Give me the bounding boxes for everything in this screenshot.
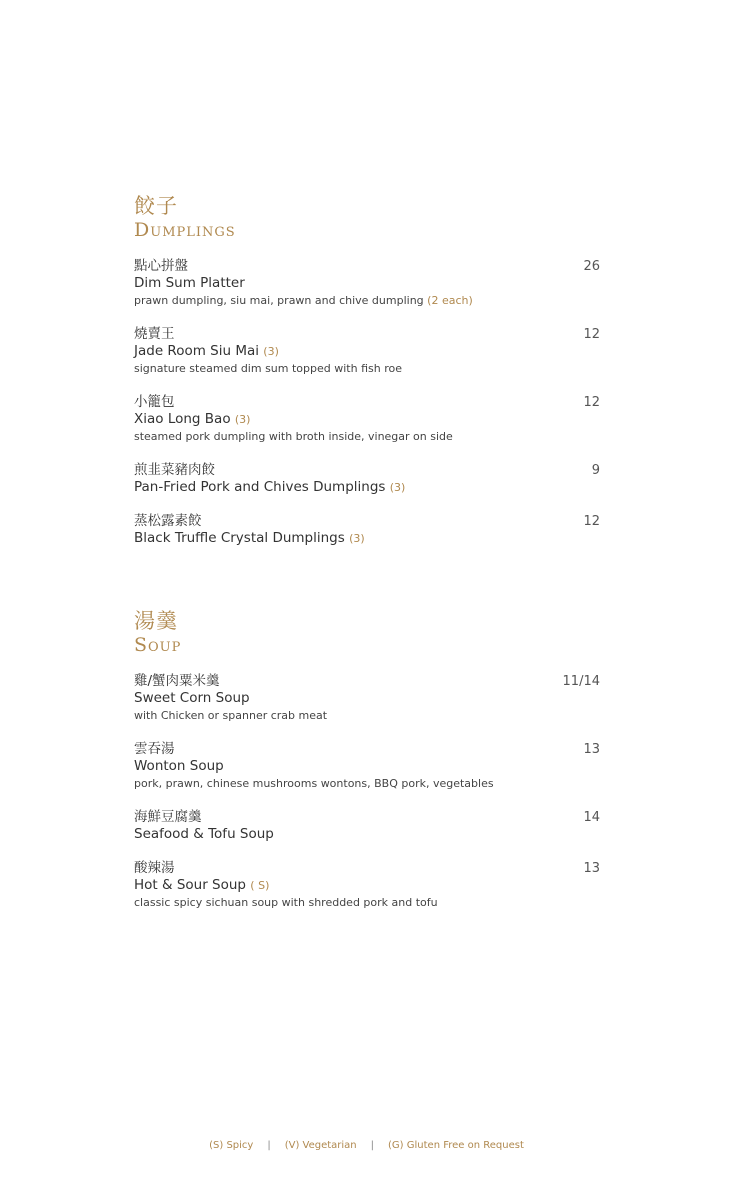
item-description: [134, 292, 530, 309]
item-count: ( S): [250, 879, 270, 892]
menu-item: [134, 462, 600, 496]
item-name-en-text: Dim Sum Platter: [134, 275, 245, 291]
item-price: 14: [583, 810, 600, 825]
menu-items: [134, 673, 600, 911]
item-description-note: (2 each): [427, 294, 473, 307]
menu-item: [134, 513, 600, 547]
menu-item: [134, 394, 600, 445]
section-title-en: Soup: [134, 634, 182, 656]
item-price: 12: [583, 395, 600, 410]
item-count: (3): [234, 413, 251, 426]
menu-item: [134, 258, 600, 309]
menu-item: [134, 860, 600, 911]
item-name-en-text: Sweet Corn Soup: [134, 690, 250, 706]
legend-spicy: (S) Spicy: [209, 1140, 254, 1151]
legend-vegetarian: (V) Vegetarian: [284, 1140, 357, 1151]
item-price: 11/14: [562, 674, 600, 689]
menu-item: [134, 809, 600, 843]
item-price: 12: [583, 514, 600, 529]
item-description-text: prawn dumpling, siu mai, prawn and chive dumpling: [134, 294, 424, 307]
dietary-legend: [0, 1140, 733, 1151]
item-name-en-text: Black Truffle Crystal Dumplings: [134, 530, 345, 546]
item-name-en-text: Hot & Sour Soup: [134, 877, 246, 893]
section-dumplings: [134, 194, 600, 564]
item-name-en-text: Seafood & Tofu Soup: [134, 826, 274, 842]
item-name-en: [134, 826, 530, 843]
item-name-zh: 點心拼盤: [134, 258, 188, 274]
item-price: 12: [583, 327, 600, 342]
section-title-en: Dumplings: [134, 219, 236, 241]
item-count: (3): [389, 481, 406, 494]
legend-separator: |: [267, 1140, 271, 1151]
item-price: 26: [583, 259, 600, 274]
item-name-en: [134, 530, 530, 547]
item-count: (3): [349, 532, 365, 545]
item-name-zh: 煎韭菜豬肉餃: [134, 462, 215, 478]
item-name-en: [134, 343, 530, 360]
item-name-en-text: Xiao Long Bao: [134, 411, 231, 427]
item-name-en: [134, 479, 530, 496]
item-description: steamed pork dumpling with broth inside, vinegar on side: [134, 430, 453, 443]
menu-item: [134, 741, 600, 792]
section-title-zh: 餃子: [134, 194, 178, 218]
item-name-zh: 海鮮豆腐羹: [134, 809, 202, 825]
legend-separator: |: [370, 1140, 375, 1151]
item-name-zh: 小籠包: [134, 394, 175, 410]
item-price: 13: [583, 742, 600, 757]
item-name-en: [134, 877, 530, 894]
item-name-zh: 蒸松露素餃: [134, 513, 202, 529]
item-name-en: [134, 690, 530, 707]
item-name-en-text: Jade Room Siu Mai: [134, 343, 259, 359]
item-name-en-text: Pan-Fried Pork and Chives Dumplings: [134, 479, 386, 495]
item-price: 9: [591, 463, 600, 478]
item-price: 13: [583, 861, 600, 876]
item-description: signature steamed dim sum topped with fish roe: [134, 362, 402, 375]
item-name-en: [134, 758, 530, 775]
item-description: with Chicken or spanner crab meat: [134, 709, 328, 722]
item-name-en-text: Wonton Soup: [134, 758, 224, 774]
item-name-en: [134, 411, 530, 428]
item-count: (3): [263, 345, 279, 358]
menu-item: [134, 673, 600, 724]
section-title-zh: 湯羹: [134, 609, 178, 633]
item-description: pork, prawn, chinese mushrooms wontons, BBQ pork, vegetables: [134, 777, 494, 790]
item-name-zh: 雞/蟹肉粟米羹: [134, 673, 220, 689]
item-name-zh: 酸辣湯: [134, 860, 175, 876]
legend-gluten-free: (G) Gluten Free on Request: [388, 1140, 524, 1151]
item-name-zh: 雲吞湯: [134, 741, 175, 757]
item-description: classic spicy sichuan soup with shredded pork and tofu: [134, 896, 438, 909]
menu-item: [134, 326, 600, 377]
item-name-en: [134, 275, 530, 292]
menu-items: [134, 258, 600, 547]
section-soup: [134, 609, 600, 928]
item-name-zh: 燒賣王: [134, 326, 175, 342]
